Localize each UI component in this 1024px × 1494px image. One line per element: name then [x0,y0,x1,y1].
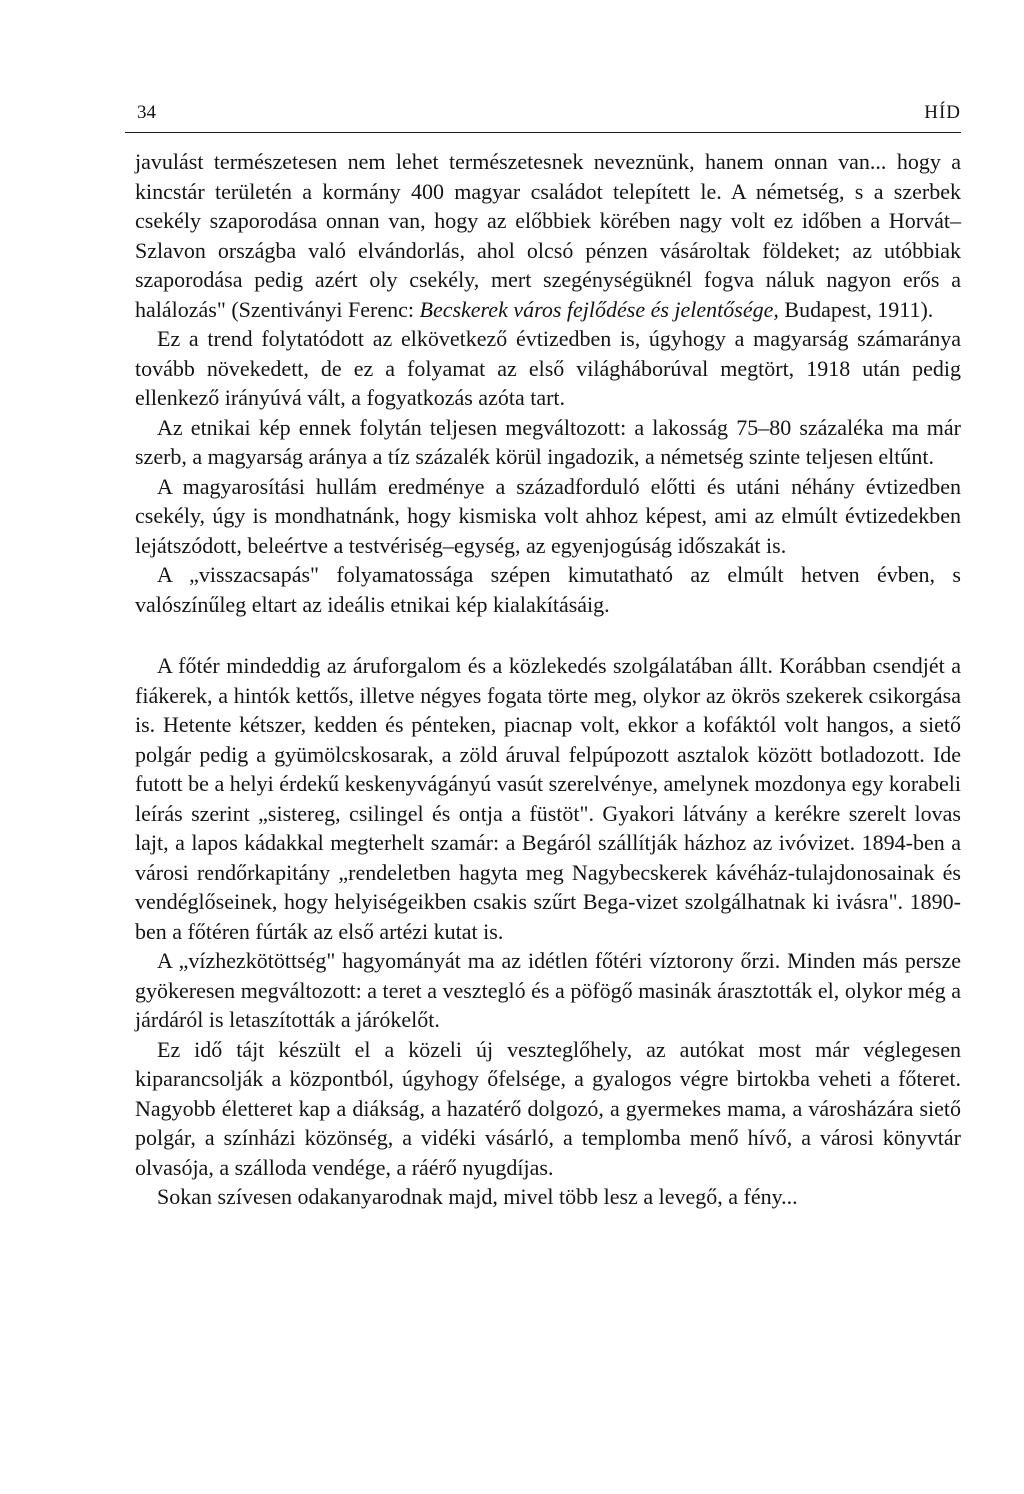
paragraph-6: A főtér mindeddig az áruforgalom és a közlekedés szolgálatában állt. Korábban csendjét a fiákerek, a hintók kettős, illetve négyes fogata törte meg, olykor az ökrös szekerek csikorgása is. Hetente kétszer, kedden és pénteken, piacnap volt, ekkor a kofáktól volt hangos, a siető polgár pedig a gyümölcskosarak, a zöld áruval felpúpozott asztalok között botladozott. Ide futott be a helyi érdekű keskenyvágányú vasút szerelvénye, amelynek mozdonya egy korabeli leírás szerint „sistereg, csilingel és ontja a füstöt". Gyakori látvány a kerékre szerelt lovas lajt, a lapos kádakkal megterhelt szamár: a Begáról szállítják házhoz az ivóvizet. 1894-ben a városi rendőrkapitány „rendeletben hagyta meg Nagybecskerek kávéház-tulajdonosainak és vendéglőseinek, hogy helyiségeikben csakis szűrt Bega-vizet szolgálhatnak ki ivásra". 1890-ben a főtéren fúrták az első artézi kutat is. [135,653,961,944]
paragraph-1-text: javulást természetesen nem lehet természetesnek neveznünk, hanem onnan van... hogy a kincstár területén a kormány 400 magyar családot telepített le. A németség, s a szerbek csekély szaporodása onnan van, hogy az előbbiek körében nagy volt ez időben a Horvát–Szlavon országba való elvándorlás, ahol olcsó pénzen vásároltak földeket; az utóbbiak szaporodása pedig azért oly csekély, mert szegénységüknél fogva náluk nagyon erős a halálozás" (Szentiványi Ferenc: [135,149,961,322]
journal-title: HÍD [924,102,961,123]
paragraph-4: A magyarosítási hullám eredménye a századforduló előtti és utáni néhány évtizedben csekély, úgy is mondhatnánk, hogy kismiska volt ahhoz képest, ami az elmúlt évtizedekben lejátszódott, beleértve a testvériség–egység, az egyenjogúság időszakát is. [135,473,961,558]
paragraph-3: Az etnikai kép ennek folytán teljesen megváltozott: a lakosság 75–80 százaléka ma már szerb, a magyarság aránya a tíz százalék körül ingadozik, a németség szinte teljesen eltűnt. [135,414,961,469]
cited-book-title: Becskerek város fejlődése és jelentősége, [419,296,779,322]
paragraph-9: Sokan szívesen odakanyarodnak majd, mivel több lesz a levegő, a fény... [157,1184,798,1209]
book-page [125,96,961,1212]
paragraph-2: Ez a trend folytatódott az elkövetkező évtizedben is, úgyhogy a magyarság számaránya tovább növekedett, de ez a folyamat az első világháborúval megtört, 1918 után pedig ellenkező irányúvá vált, a fogyatkozás azóta tart. [135,326,961,410]
running-header [125,96,961,133]
paragraph-1-end: Budapest, 1911). [778,296,934,322]
paragraph-7: A „vízhezkötöttség" hagyományát ma az idétlen főtéri víztorony őrzi. Minden más persze gyökeresen megváltozott: a teret a vesztegló és a pöfögő masinák árasztották el, olykor még a járdáról is letaszították a járókelőt. [135,948,961,1032]
page-body [125,133,961,1212]
paragraph-1 [135,147,961,324]
page-number: 34 [137,102,156,123]
paragraph-8: Ez idő tájt készült el a közeli új veszteglőhely, az autókat most már véglegesen kiparancsolják a központból, úgyhogy őfelsége, a gyalogos végre birtokba veheti a főteret. Nagyobb életteret kap a diákság, a hazatérő dolgozó, a gyermekes mama, a városházára siető polgár, a színházi közönség, a vidéki vásárló, a templomba menő hívő, a városi könyvtár olvasója, a szálloda vendége, a ráérő nyugdíjas. [135,1036,961,1180]
section-break [135,619,961,651]
paragraph-5: A „visszacsapás" folyamatossága szépen kimutatható az elmúlt hetven évben, s valószínűleg eltart az ideális etnikai kép kialakításáig. [135,562,961,617]
